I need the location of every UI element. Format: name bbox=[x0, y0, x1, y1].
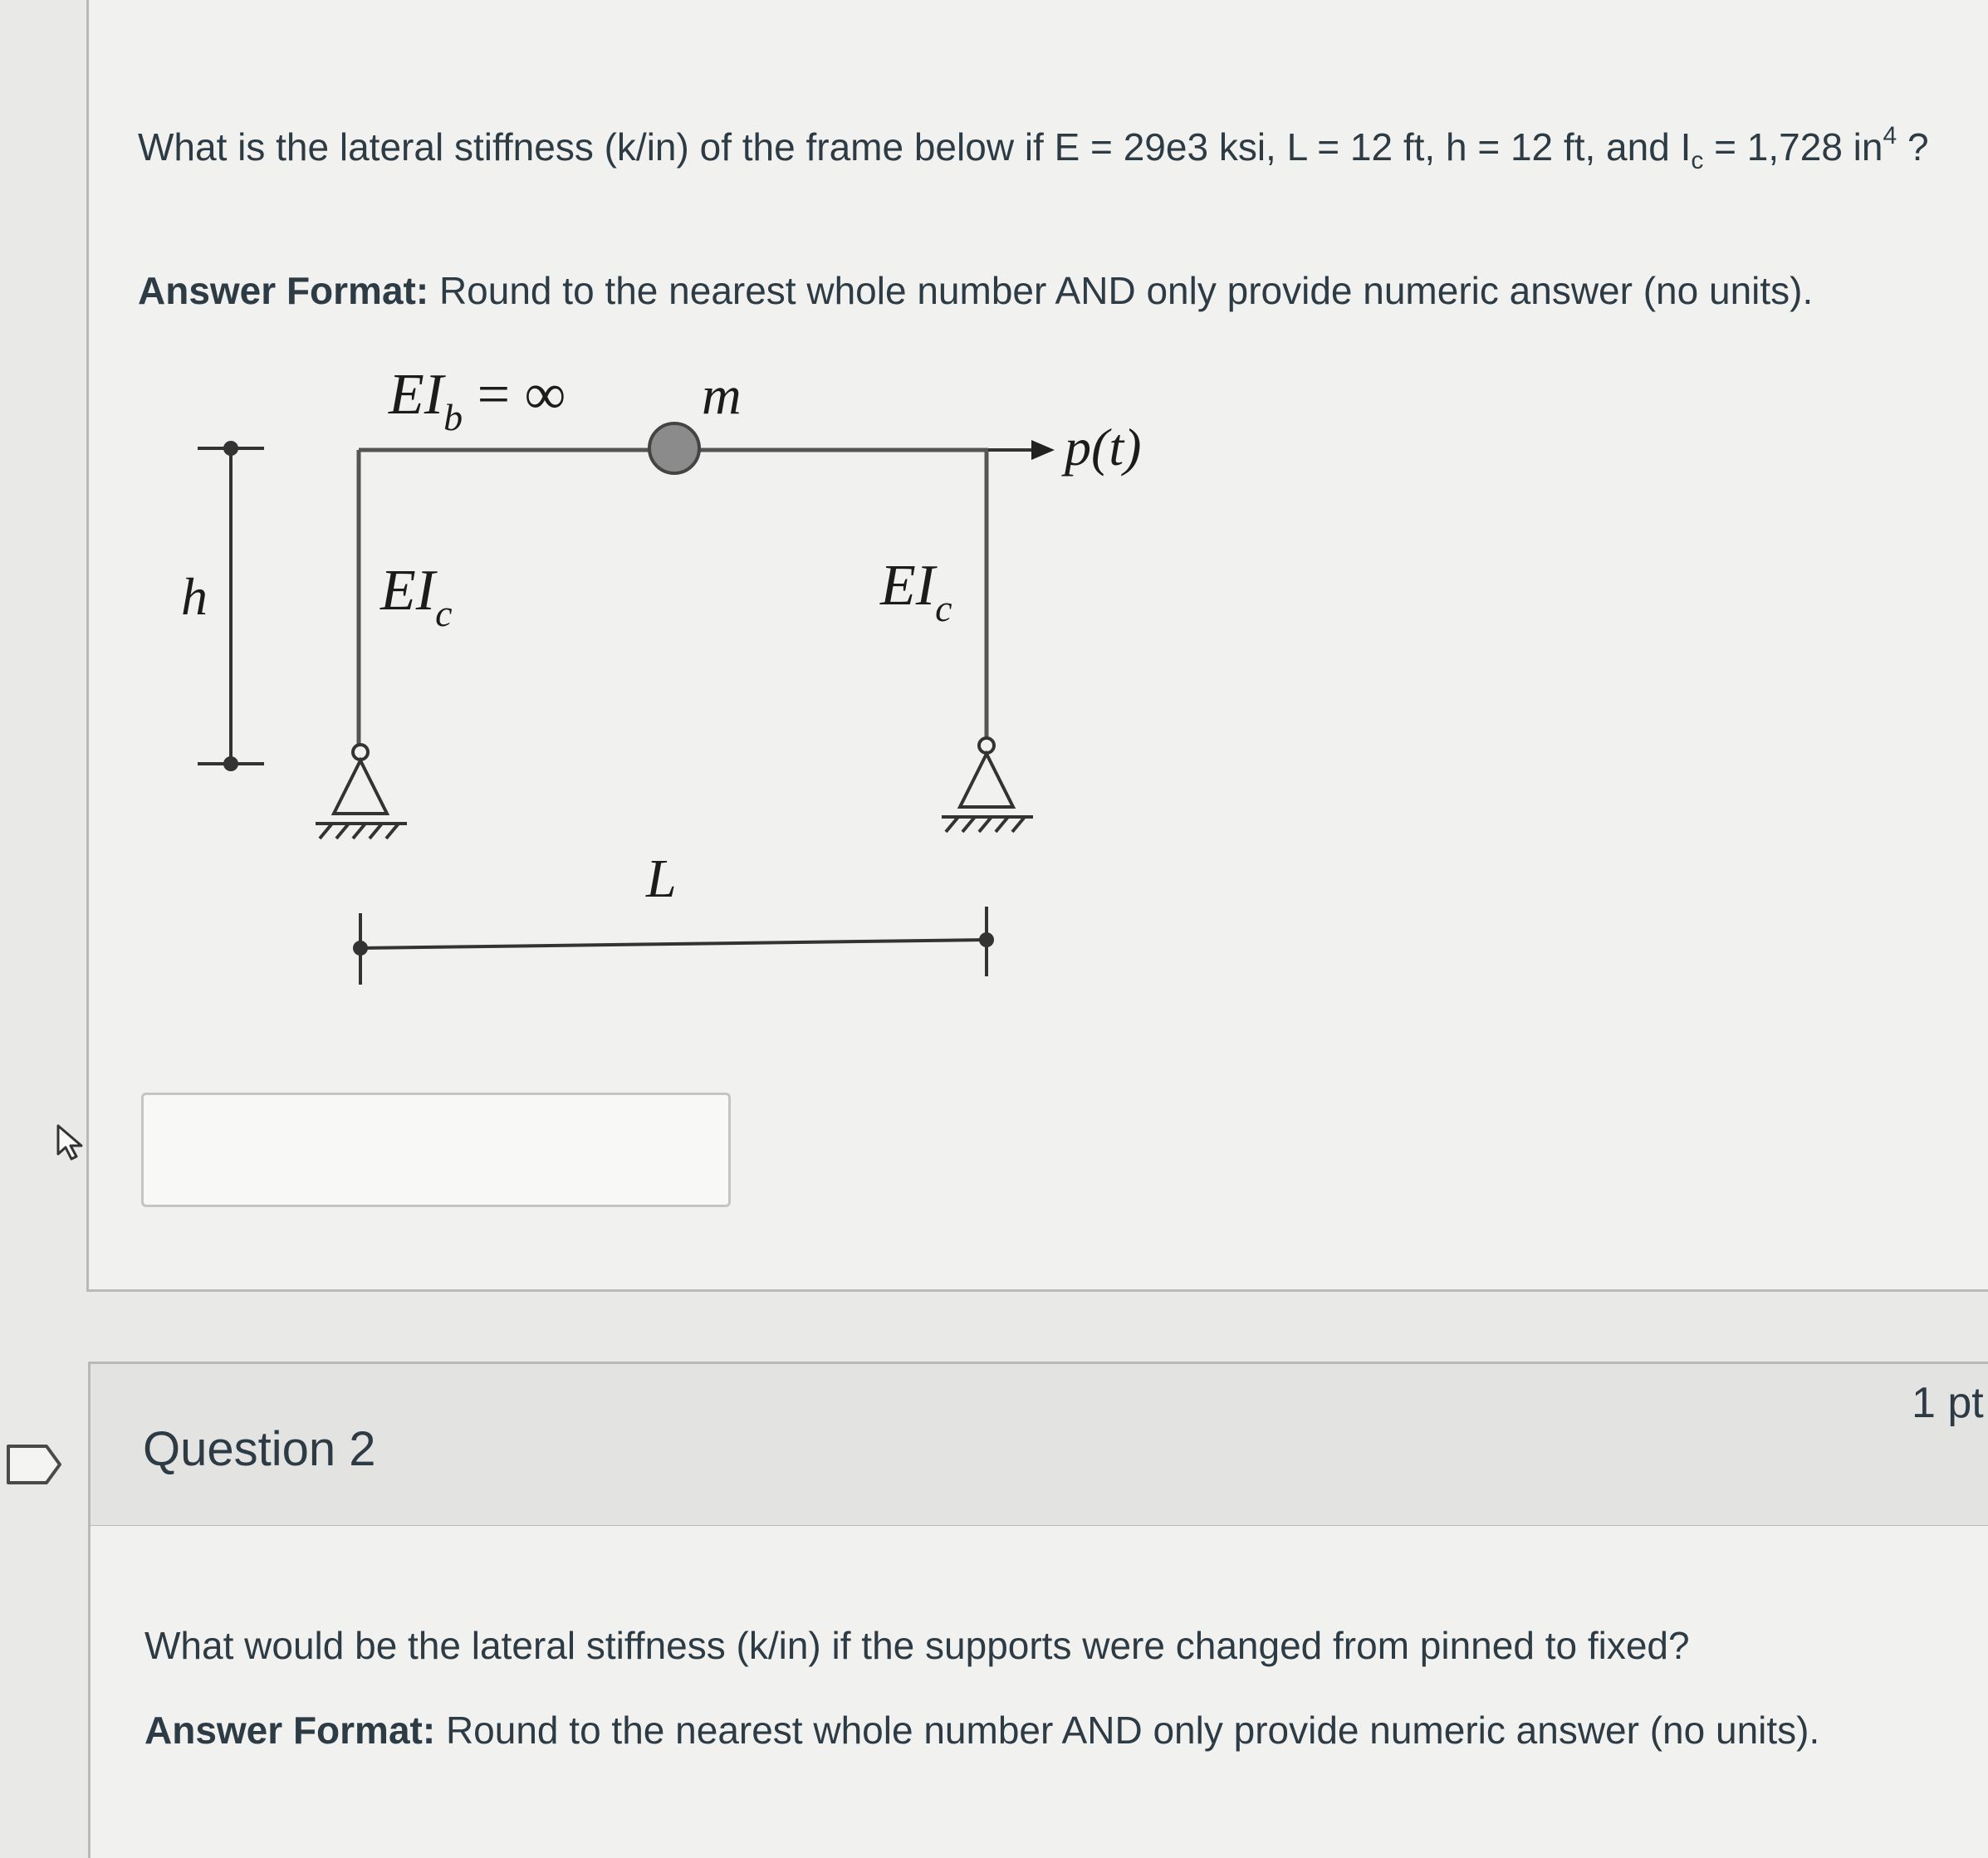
span-dimension bbox=[355, 907, 992, 985]
force-arrow-icon bbox=[988, 440, 1055, 460]
flag-question-icon[interactable] bbox=[5, 1443, 63, 1486]
question-2-prompt: What would be the lateral stiffness (k/in) if the supports were changed from pinned to fixed? bbox=[144, 1624, 1690, 1667]
beam-stiffness-label: $EI_b$ = ∞ bbox=[389, 363, 566, 438]
height-dimension bbox=[198, 442, 264, 770]
question-2-answer-format: Answer Format: Round to the nearest whole number AND only provide numeric answer (no units). bbox=[144, 1709, 1820, 1752]
frame-diagram bbox=[158, 349, 1237, 1029]
right-column-label: $EI_c$ bbox=[880, 554, 952, 629]
mass-label: m bbox=[702, 365, 742, 426]
span-label: L bbox=[646, 848, 677, 909]
question-1-answer-input[interactable] bbox=[141, 1093, 731, 1207]
height-label: h bbox=[181, 567, 208, 626]
mass-icon bbox=[649, 423, 699, 473]
left-column-label: $EI_c$ bbox=[380, 559, 453, 634]
question-2-points: 1 pt bbox=[1912, 1379, 1984, 1427]
force-label: p(t) bbox=[1065, 418, 1142, 477]
question-2-title: Question 2 bbox=[143, 1422, 376, 1476]
question-2-body bbox=[88, 1526, 1988, 1858]
question-1-prompt: What is the lateral stiffness (k/in) of the frame below if E = 29e3 ksi, L = 12 ft, h = 12 ft, and $I_c = 1,728$ $in^4$ ? bbox=[138, 122, 1929, 174]
right-pin-support-icon bbox=[942, 738, 1033, 832]
left-pin-support-icon bbox=[316, 745, 407, 839]
mouse-cursor-icon bbox=[55, 1122, 88, 1161]
question-1-answer-format: Answer Format: Round to the nearest whole number AND only provide numeric answer (no units). bbox=[138, 269, 1814, 312]
